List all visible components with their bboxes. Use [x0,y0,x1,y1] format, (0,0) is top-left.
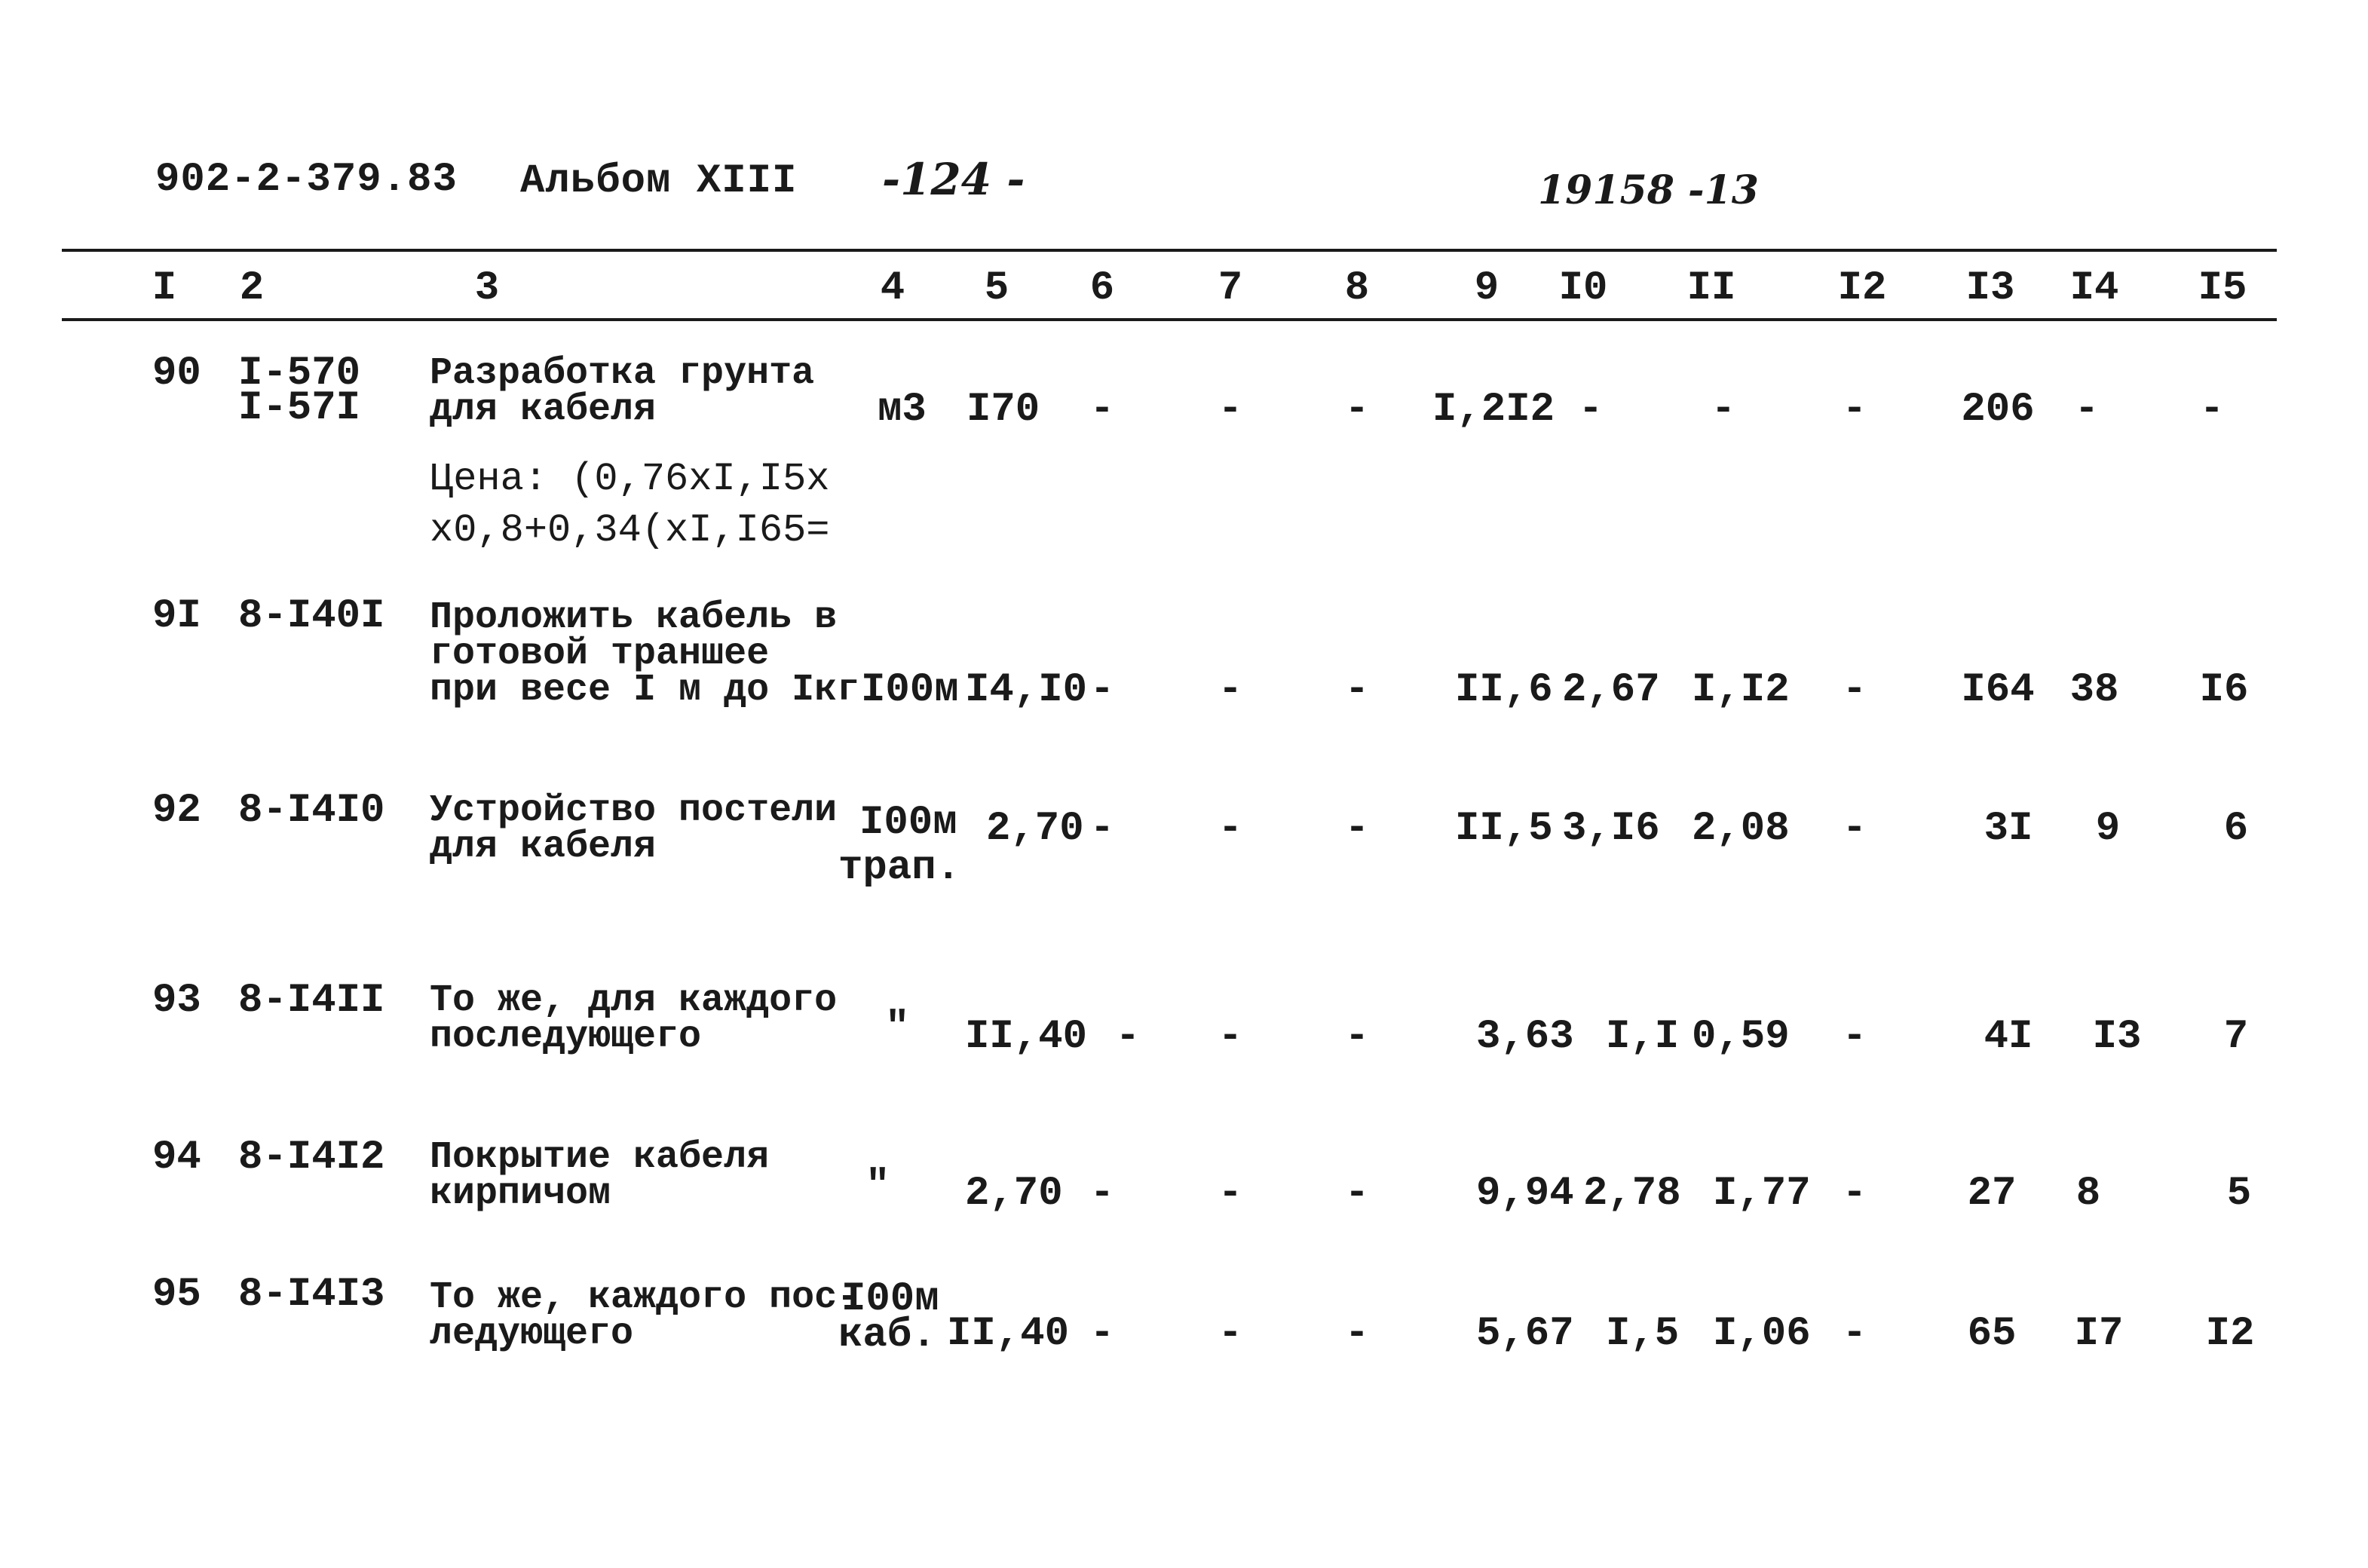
value-col13: I64 [1961,667,2035,713]
value-col6: - [1115,1014,1141,1060]
column-header: 7 [1218,265,1243,311]
value-col12: - [1842,806,1867,852]
value-col14: 8 [2075,1171,2101,1217]
unit: I00м [859,800,957,846]
value-col14: I7 [2074,1311,2124,1357]
description-line: Проложить кабель в [430,596,838,639]
quantity: I70 [966,387,1040,433]
column-header: I2 [1837,265,1887,311]
rate-code: I-57I [238,385,361,431]
column-header: 8 [1344,265,1370,311]
value-col6: - [1089,1171,1115,1217]
row-number: 95 [152,1272,201,1318]
row-number: 9I [152,593,201,639]
value-col8: - [1344,387,1370,433]
work-description [430,1136,770,1215]
description-line: Устройство постели [430,789,838,832]
value-col12: - [1842,1014,1867,1060]
column-header: 5 [984,265,1009,311]
price-note-line: Цена: (0,76xI,I5x [430,457,830,501]
quantity: 2,70 [965,1171,1063,1217]
value-col8: - [1344,806,1370,852]
column-header: II [1686,265,1736,311]
value-col6: - [1089,387,1115,433]
rate-code: I-570 [238,351,361,397]
value-col7: - [1218,667,1243,713]
description-line: готовой траншее [430,632,770,675]
value-col8: - [1344,1311,1370,1357]
value-col13: 3I [1984,806,2033,852]
value-col9: I,2I2 [1432,387,1555,433]
row-number: 93 [152,978,201,1024]
value-col11: I,06 [1713,1311,1811,1357]
work-description [430,596,860,712]
unit: I00м [841,1276,939,1322]
value-col10: I,5 [1606,1311,1680,1357]
quantity: II,40 [947,1311,1070,1357]
price-note [430,454,830,556]
album-title: Альбом XIII [520,158,798,204]
value-col8: - [1344,1014,1370,1060]
table-top-rule [62,249,2277,252]
description-line: Разработка грунта [430,352,815,395]
rate-code: 8-I4II [238,978,385,1024]
value-col13: 65 [1967,1311,2017,1357]
unit-ditto: " [865,1163,890,1209]
value-col13: 4I [1984,1014,2033,1060]
rate-code: 8-I40I [238,593,385,639]
unit: м3 [878,387,927,433]
value-col11: - [1711,387,1736,433]
value-col15: 6 [2223,806,2249,852]
value-col10: I,I [1606,1014,1680,1060]
value-col15: I2 [2205,1311,2255,1357]
value-col9: 9,94 [1476,1171,1574,1217]
description-line: То же, для каждого [430,979,838,1022]
description-line: для кабеля [430,825,657,868]
unit: I00м [861,667,959,713]
value-col6: - [1089,806,1115,852]
inventory-number: 19158 -13 [1538,167,1759,213]
unit-ditto: " [885,1005,910,1051]
description-line: ледующего [430,1312,634,1355]
description-line: при весе I м до Iкг [430,669,860,712]
quantity: II,40 [965,1014,1088,1060]
unit-line-2: каб. [838,1312,936,1358]
value-col9: II,5 [1455,806,1553,852]
value-col12: - [1842,1311,1867,1357]
value-col14: - [2074,387,2100,433]
value-col7: - [1218,1171,1243,1217]
value-col9: II,6 [1455,667,1553,713]
unit-line-2: трап. [838,845,961,891]
row-number: 92 [152,788,201,834]
column-header: 3 [474,265,500,311]
value-col15: 7 [2223,1014,2249,1060]
column-header: 9 [1474,265,1500,311]
value-col13: 27 [1967,1171,2017,1217]
value-col11: I,77 [1713,1171,1811,1217]
rate-code: 8-I4I3 [238,1272,385,1318]
value-col8: - [1344,1171,1370,1217]
description-line: Покрытие кабеля [430,1136,770,1179]
value-col6: - [1089,1311,1115,1357]
value-col7: - [1218,806,1243,852]
row-number: 94 [152,1135,201,1181]
column-header: I4 [2069,265,2119,311]
value-col11: 2,08 [1692,806,1790,852]
value-col14: I3 [2092,1014,2142,1060]
value-col14: 9 [2095,806,2121,852]
value-col12: - [1842,667,1867,713]
value-col10: 2,78 [1583,1171,1681,1217]
column-header: I5 [2198,265,2247,311]
quantity: 2,70 [986,806,1084,852]
column-header: I0 [1558,265,1608,311]
page-number: -124 - [882,154,1025,205]
value-col11: I,I2 [1692,667,1790,713]
description-line: То же, каждого пос- [430,1276,860,1319]
value-col7: - [1218,1311,1243,1357]
rate-code: 8-I4I2 [238,1135,385,1181]
description-line: последующего [430,1015,702,1058]
work-description [430,1276,860,1355]
rate-code: 8-I4I0 [238,788,385,834]
value-col15: 5 [2226,1171,2252,1217]
document-code: 902-2-379.83 [155,157,458,203]
column-header: I3 [1965,265,2015,311]
work-description [430,979,838,1058]
description-line: кирпичом [430,1172,611,1215]
value-col15: - [2199,387,2225,433]
value-col7: - [1218,387,1243,433]
row-number: 90 [152,351,201,397]
value-col10: 2,67 [1562,667,1660,713]
value-col8: - [1344,667,1370,713]
column-header: I [152,265,177,311]
value-col12: - [1842,1171,1867,1217]
value-col15: I6 [2199,667,2249,713]
quantity: I4,I0 [965,667,1088,713]
value-col12: - [1842,387,1867,433]
value-col9: 5,67 [1476,1311,1574,1357]
value-col6: - [1089,667,1115,713]
table-header-rule [62,318,2277,321]
value-col9: 3,63 [1476,1014,1574,1060]
value-col10: - [1578,387,1604,433]
work-description [430,352,815,431]
value-col10: 3,I6 [1562,806,1660,852]
column-header: 2 [239,265,265,311]
value-col7: - [1218,1014,1243,1060]
value-col11: 0,59 [1692,1014,1790,1060]
price-note-line: x0,8+0,34(xI,I65= [430,508,830,553]
value-col13: 206 [1961,387,2035,433]
work-description [430,789,838,868]
column-header: 4 [880,265,905,311]
description-line: для кабеля [430,388,657,431]
value-col14: 38 [2069,667,2119,713]
column-header: 6 [1089,265,1115,311]
